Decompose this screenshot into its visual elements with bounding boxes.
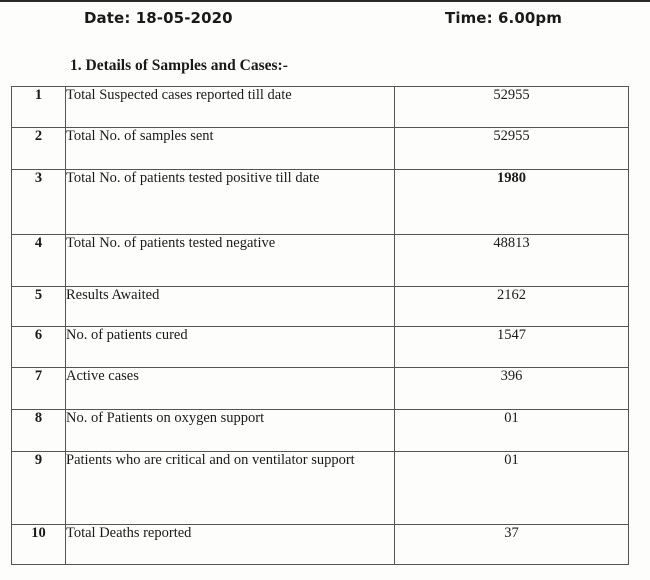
- row-number: 3: [12, 170, 66, 235]
- row-number: 7: [12, 368, 66, 410]
- row-label: Total No. of patients tested negative: [66, 235, 395, 287]
- row-value: 48813: [395, 235, 629, 287]
- row-number: 9: [12, 452, 66, 525]
- table-row: [12, 235, 629, 287]
- row-label: No. of Patients on oxygen support: [66, 410, 395, 452]
- row-value: 52955: [395, 87, 629, 128]
- row-number: 1: [12, 87, 66, 128]
- row-number: 6: [12, 327, 66, 368]
- report-time: Time: 6.00pm: [445, 9, 562, 27]
- row-number: 2: [12, 128, 66, 170]
- row-value: 01: [395, 410, 629, 452]
- row-number: 10: [12, 525, 66, 565]
- row-label: Total Suspected cases reported till date: [66, 87, 395, 128]
- row-value: 2162: [395, 287, 629, 327]
- row-label: Active cases: [66, 368, 395, 410]
- table-row: [12, 452, 629, 525]
- row-number: 5: [12, 287, 66, 327]
- table-row: [12, 525, 629, 565]
- row-number: 8: [12, 410, 66, 452]
- row-label: Total No. of samples sent: [66, 128, 395, 170]
- row-value: 37: [395, 525, 629, 565]
- table-row: [12, 368, 629, 410]
- row-label: No. of patients cured: [66, 327, 395, 368]
- row-label: Patients who are critical and on ventilator support: [66, 452, 395, 525]
- cases-table: [11, 86, 629, 565]
- row-number: 4: [12, 235, 66, 287]
- row-label: Results Awaited: [66, 287, 395, 327]
- row-value: 01: [395, 452, 629, 525]
- top-rule: [0, 0, 650, 2]
- row-label: Total Deaths reported: [66, 525, 395, 565]
- row-value: 1980: [395, 170, 629, 235]
- row-value: 396: [395, 368, 629, 410]
- table-row: [12, 87, 629, 128]
- row-label: Total No. of patients tested positive till date: [66, 170, 395, 235]
- row-value: 1547: [395, 327, 629, 368]
- table-row: [12, 410, 629, 452]
- table-row: [12, 287, 629, 327]
- table-row: [12, 128, 629, 170]
- report-date: Date: 18-05-2020: [84, 9, 233, 27]
- table-row: [12, 170, 629, 235]
- row-value: 52955: [395, 128, 629, 170]
- section-heading: 1. Details of Samples and Cases:-: [70, 57, 288, 74]
- table-row: [12, 327, 629, 368]
